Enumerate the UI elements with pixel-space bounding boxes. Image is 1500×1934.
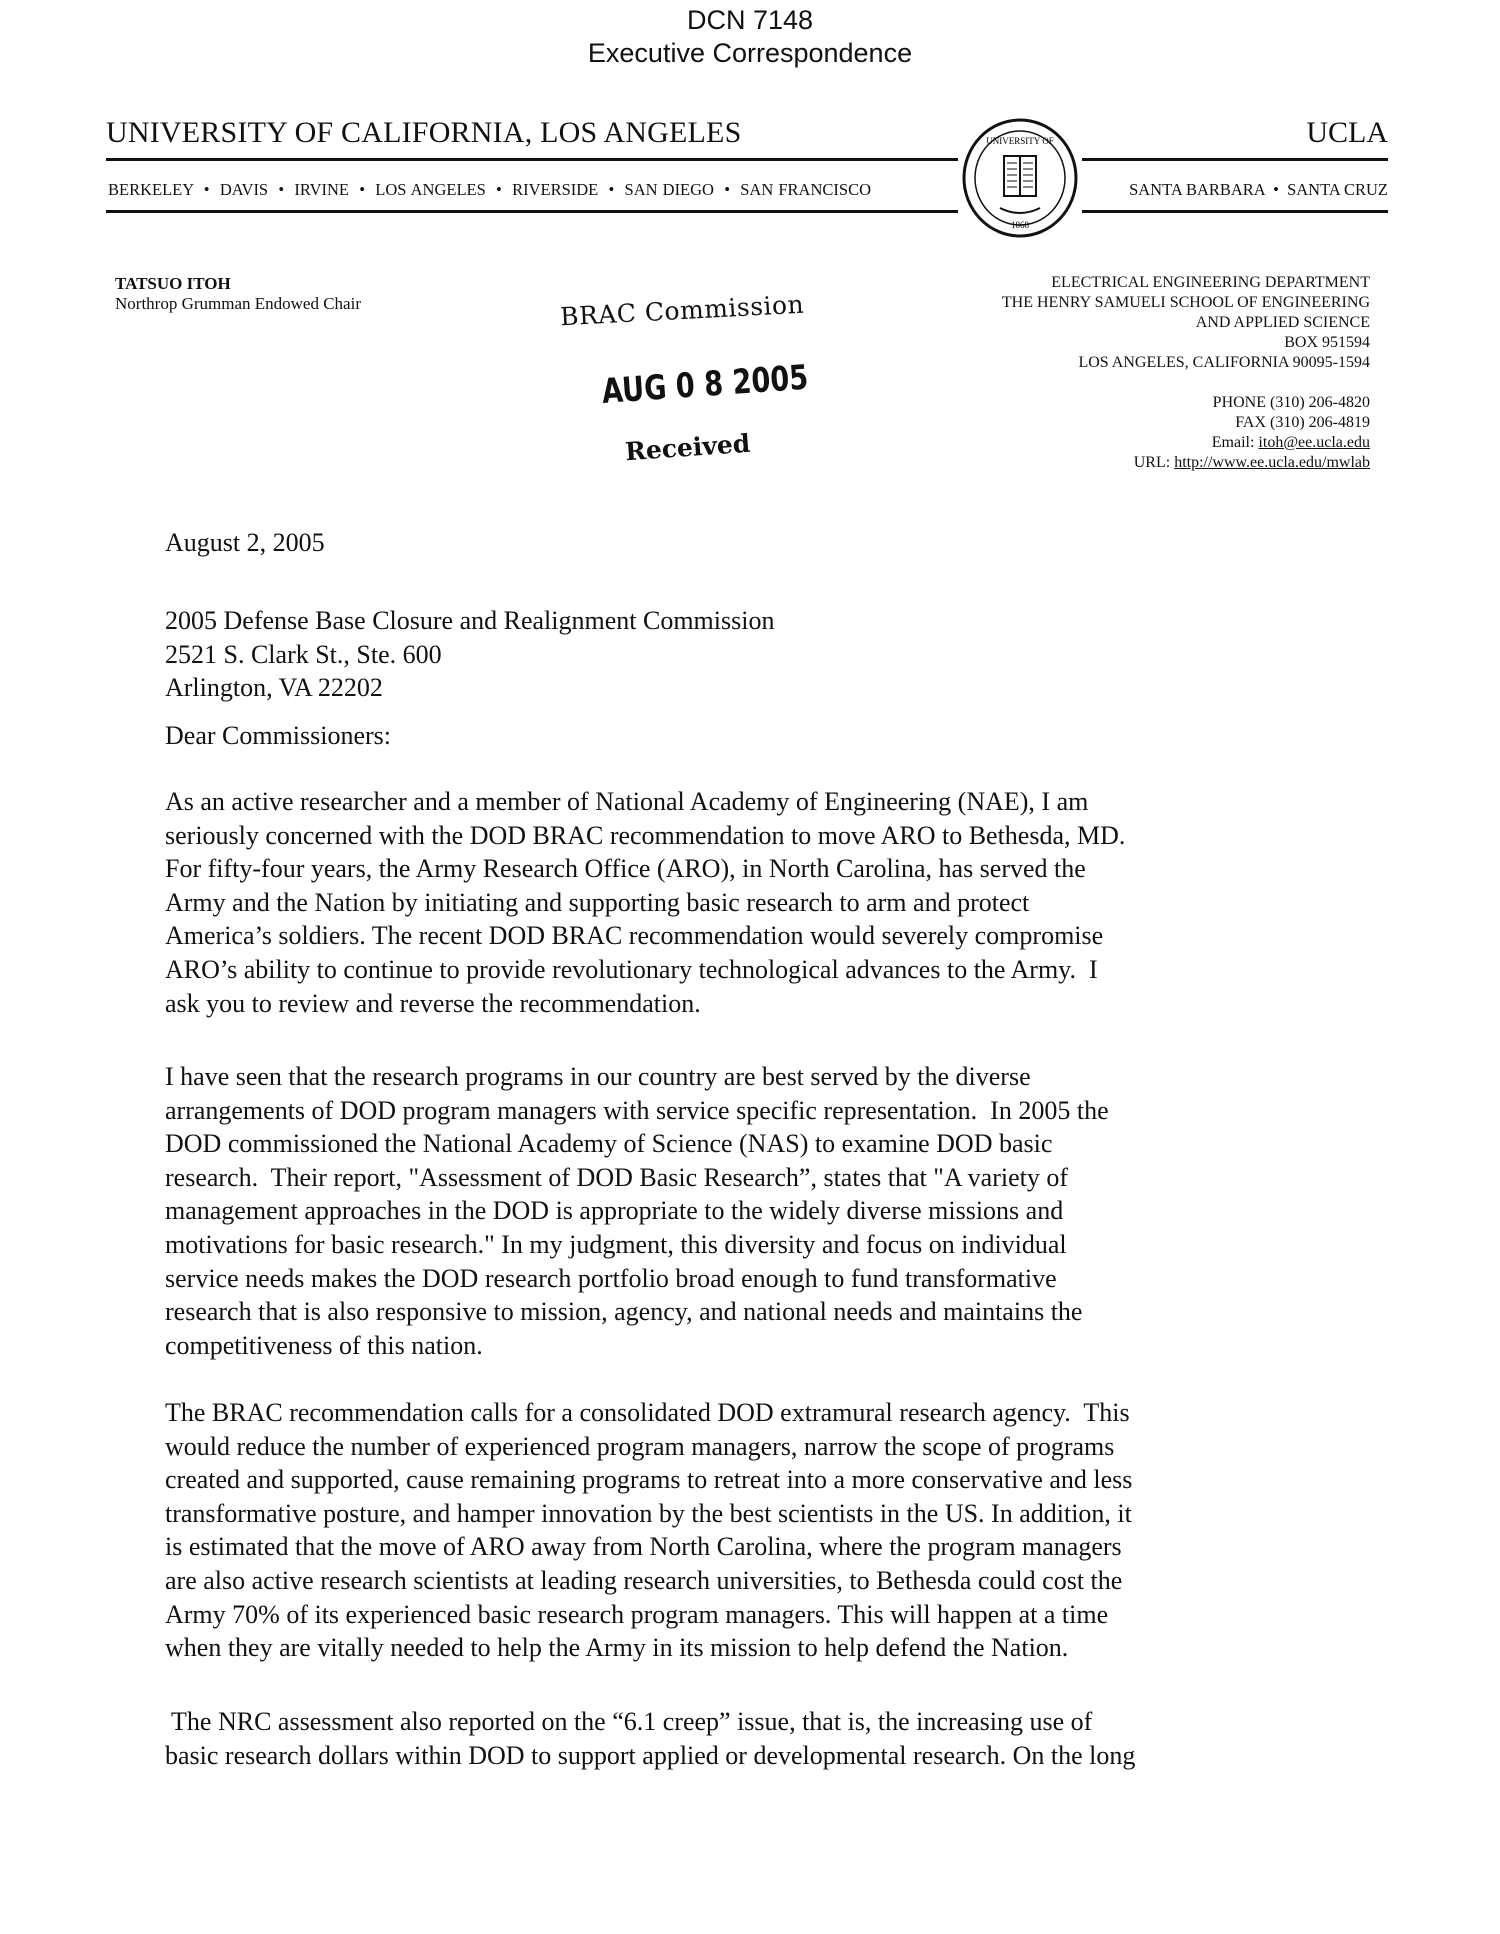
paragraph-line: The BRAC recommendation calls for a consolidated DOD extramural research agency. This [165,1398,1130,1427]
category-label: Executive Correspondence [587,38,913,68]
paragraph-4 [165,1705,1135,1772]
paragraph-line: arrangements of DOD program managers with service specific representation. In 2005 the [165,1095,1109,1125]
paragraph-line: are also active research scientists at leading research universities, to Bethesda could cost the [165,1565,1123,1595]
address-line: BOX 951594 [1284,334,1370,351]
sender-title: Northrop Grumman Endowed Chair [115,294,361,313]
received-stamp-org: BRAC Commission [559,289,805,332]
sender-name: TATSUO ITOH [115,274,231,293]
divider [1082,158,1388,161]
paragraph-line: For fifty-four years, the Army Research Office (ARO), in North Carolina, has served the [165,854,1086,884]
received-stamp-status: Received [624,428,752,467]
campus-list-right: SANTA BARBARA • SANTA CRUZ [1129,180,1388,199]
paragraph-line: would reduce the number of experienced program managers, narrow the scope of programs [165,1431,1115,1461]
url-link[interactable]: http://www.ee.ucla.edu/mwlab [1174,454,1370,471]
address-line: LOS ANGELES, CALIFORNIA 90095-1594 [1078,354,1370,371]
letter-date: August 2, 2005 [165,528,325,557]
email-link[interactable]: itoh@ee.ucla.edu [1258,434,1370,451]
document-control-header [0,4,1500,70]
paragraph-line: management approaches in the DOD is appropriate to the widely diverse missions and [165,1196,1064,1226]
paragraph-line: seriously concerned with the DOD BRAC recommendation to move ARO to Bethesda, MD. [165,820,1126,850]
address-line: AND APPLIED SCIENCE [1195,314,1370,331]
paragraph-line: Army and the Nation by initiating and supporting basic research to arm and protect [165,887,1030,917]
address-line: ELECTRICAL ENGINEERING DEPARTMENT [1051,274,1370,291]
paragraph-line: transformative posture, and hamper innovation by the best scientists in the US. In addition, it [165,1498,1132,1528]
university-short-name: UCLA [1306,116,1388,149]
paragraph-line: As an active researcher and a member of National Academy of Engineering (NAE), I am [165,787,1089,816]
paragraph-1 [165,785,1125,1020]
paragraph-line: basic research dollars within DOD to support applied or developmental research. On the long [165,1740,1136,1770]
paragraph-line: research. Their report, "Assessment of DOD Basic Research”, states that "A variety of [165,1162,1069,1192]
paragraph-line: research that is also responsive to mission, agency, and national needs and maintains the [165,1297,1083,1327]
recipient-line: Arlington, VA 22202 [165,673,383,703]
sender-block [115,274,361,314]
paragraph-line: America’s soldiers. The recent DOD BRAC recommendation would severely compromise [165,921,1104,951]
paragraph-line: motivations for basic research." In my judgment, this diversity and focus on individual [165,1229,1067,1259]
fax: FAX (310) 206-4819 [1235,414,1370,431]
paragraph-line: The NRC assessment also reported on the “6.1 creep” issue, that is, the increasing use of [165,1707,1093,1736]
paragraph-line: created and supported, cause remaining programs to retreat into a more conservative and less [165,1465,1133,1495]
recipient-line: 2521 S. Clark St., Ste. 600 [165,639,442,669]
paragraph-line: is estimated that the move of ARO away from North Carolina, where the program managers [165,1532,1122,1562]
recipient-line: 2005 Defense Base Closure and Realignment Commission [165,606,775,635]
paragraph-2 [165,1060,1109,1362]
svg-text:UNIVERSITY OF: UNIVERSITY OF [986,136,1054,146]
recipient-address [165,604,774,705]
paragraph-line: service needs makes the DOD research portfolio broad enough to fund transformative [165,1263,1057,1293]
paragraph-line: I have seen that the research programs in our country are best served by the diverse [165,1062,1031,1091]
dcn-number: DCN 7148 [686,5,814,35]
divider [106,158,958,161]
university-seal-logo [960,118,1080,238]
email-label: Email: [1211,434,1259,451]
divider [106,210,958,213]
address-line: THE HENRY SAMUELI SCHOOL OF ENGINEERING [1001,294,1370,311]
paragraph-line: ARO’s ability to continue to provide revolutionary technological advances to the Army. I [165,954,1098,984]
url-label: URL: [1133,454,1175,471]
paragraph-3 [165,1396,1132,1665]
campus-list: BERKELEY • DAVIS • IRVINE • LOS ANGELES • RIVERSIDE • SAN DIEGO • SAN FRANCISCO [108,180,871,199]
paragraph-line: Army 70% of its experienced basic research program managers. This will happen at a time [165,1599,1109,1629]
received-stamp-date: AUG 0 8 2005 [600,357,810,412]
phone: PHONE (310) 206-4820 [1212,394,1370,411]
paragraph-line: competitiveness of this nation. [165,1330,483,1360]
divider [1082,210,1388,213]
paragraph-line: when they are vitally needed to help the Army in its mission to help defend the Nation. [165,1633,1069,1663]
paragraph-line: DOD commissioned the National Academy of Science (NAS) to examine DOD basic [165,1129,1053,1159]
department-address [1002,273,1370,473]
svg-text:1868: 1868 [1011,220,1029,230]
university-name: UNIVERSITY OF CALIFORNIA, LOS ANGELES [106,116,742,149]
salutation: Dear Commissioners: [165,721,392,750]
paragraph-line: ask you to review and reverse the recommendation. [165,988,701,1018]
